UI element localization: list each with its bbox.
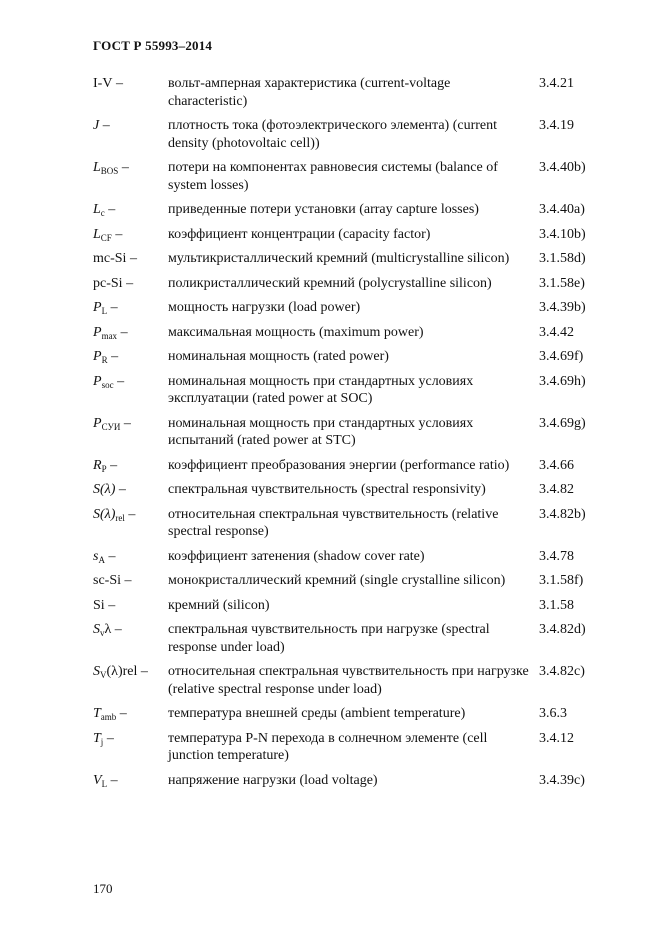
symbol-main: pc-Si [93,275,123,291]
abbreviation-entry [93,348,608,366]
abbreviation-entry [93,572,608,590]
abbreviation-description: спектральная чувствительность (spectral responsivity) [168,482,486,497]
symbol-main: L [93,202,101,217]
abbreviation-entry [93,481,608,499]
abbreviation-entry [93,415,608,450]
abbreviation-symbol [93,457,168,475]
abbreviation-description: кремний (silicon) [168,597,270,613]
abbreviation-symbol [93,117,168,135]
symbol-tail: – [124,506,136,522]
symbol-main: S(λ) [93,506,116,522]
abbreviation-symbol [93,299,168,317]
abbreviation-symbol [93,548,168,566]
symbol-tail: – [104,548,116,564]
symbol-subscript: j [100,736,104,747]
symbol-tail: – [113,373,125,389]
abbreviation-entry [93,730,608,765]
symbol-subscript: BOS [100,166,119,176]
section-reference: 3.1.58f) [539,573,584,588]
symbol-main: L [93,226,101,242]
abbreviation-description: напряжение нагрузки (load voltage) [168,772,378,788]
section-reference: 3.6.3 [539,706,567,721]
document-code-header: ГОСТ Р 55993–2014 [93,38,213,53]
abbreviation-entry [93,772,608,790]
symbol-tail: – [116,706,127,721]
abbreviation-entry [93,621,608,656]
symbol-subscript: soc [101,379,114,390]
abbreviation-entry [93,705,608,723]
abbreviation-symbol [93,324,168,342]
symbol-main: R [93,457,102,473]
abbreviation-symbol [93,730,168,748]
symbol-subscript: V [100,670,107,680]
symbol-tail: – [99,118,110,133]
symbol-tail: – [115,482,126,497]
abbreviation-symbol [93,415,168,433]
abbreviation-symbol [93,506,168,524]
abbreviation-symbol [93,226,168,244]
section-reference: 3.1.58 [539,597,574,613]
abbreviation-description: коэффициент преобразования энергии (performance ratio) [168,457,510,473]
section-reference: 3.4.39b) [539,300,586,315]
abbreviation-description: номинальная мощность при стандартных условиях испытаний (rated power at STC) [168,415,474,448]
abbreviation-description: коэффициент концентрации (capacity factor) [168,226,431,242]
abbreviation-entry [93,250,608,268]
section-reference: 3.4.21 [539,76,574,91]
abbreviation-entry [93,117,608,152]
symbol-main: mc-Si [93,251,127,266]
abbreviation-entry [93,324,608,342]
symbol-main: S [93,664,100,679]
symbol-main: P [93,373,102,389]
abbreviation-entry [93,373,608,408]
symbol-main: S [93,622,100,637]
symbol-subscript: R [101,355,108,365]
abbreviation-description: температура внешней среды (ambient temperature) [168,706,466,721]
symbol-subscript: rel [115,512,125,523]
abbreviation-symbol [93,75,168,93]
section-reference: 3.4.82c) [539,664,585,679]
section-reference: 3.4.19 [539,118,574,133]
abbreviation-entry [93,75,608,110]
symbol-tail: – [106,457,118,473]
abbreviation-description: относительная спектральная чувствительность (relative spectral response) [168,506,499,539]
section-reference: 3.4.69f) [539,349,584,364]
abbreviation-symbol [93,250,168,268]
symbol-subscript: CF [100,232,112,243]
abbreviation-symbol [93,772,168,790]
symbol-tail: – [103,730,114,746]
symbol-subscript: v [100,628,105,638]
section-reference: 3.1.58e) [539,275,585,291]
abbreviations-list [93,75,608,796]
symbol-subscript: amb [100,712,117,722]
abbreviation-entry [93,457,608,475]
symbol-subscript: max [101,330,118,341]
symbol-tail: – [126,251,137,266]
symbol-tail: – [120,415,131,431]
abbreviation-symbol [93,597,168,615]
symbol-tail: – [118,160,129,175]
abbreviation-description: номинальная мощность при стандартных условиях эксплуатации (rated power at SOC) [168,373,474,406]
abbreviation-symbol [93,572,168,590]
section-reference: 3.4.39c) [539,772,585,788]
abbreviation-symbol [93,481,168,499]
symbol-main: Si [93,597,105,613]
symbol-subscript: L [101,778,108,789]
abbreviation-description: приведенные потери установки (array capture losses) [168,202,479,217]
abbreviation-description: номинальная мощность (rated power) [168,349,389,364]
section-reference: 3.1.58d) [539,251,586,266]
section-reference: 3.4.82 [539,482,574,497]
abbreviation-entry [93,506,608,541]
symbol-tail: λ – [104,622,122,637]
symbol-main: J [93,118,100,133]
abbreviation-entry [93,597,608,615]
symbol-tail: – [111,226,123,242]
symbol-subscript: P [101,463,107,474]
section-reference: 3.4.42 [539,324,574,340]
abbreviation-symbol [93,663,168,681]
section-reference: 3.4.69h) [539,373,586,389]
abbreviation-description: относительная спектральная чувствительность при нагрузке (relative spectral response under load) [168,664,529,697]
symbol-main: sc-Si [93,573,121,588]
page-number: 170 [93,881,113,896]
abbreviation-entry [93,201,608,219]
section-reference: 3.4.82d) [539,622,586,637]
abbreviation-description: плотность тока (фотоэлектрического элемента) (current density (photovoltaic cell)) [168,118,498,151]
section-reference: 3.4.78 [539,548,574,564]
symbol-main: S(λ) [93,482,116,497]
abbreviation-entry [93,548,608,566]
abbreviation-symbol [93,159,168,177]
symbol-main: V [93,772,102,788]
abbreviation-entry [93,299,608,317]
abbreviation-description: поликристаллический кремний (polycrystalline silicon) [168,275,492,291]
symbol-main: T [93,730,101,746]
symbol-tail: (λ)rel – [106,664,148,679]
symbol-tail: – [107,300,118,315]
symbol-tail: – [104,597,116,613]
symbol-tail: – [122,275,134,291]
symbol-main: P [93,349,102,364]
symbol-tail: – [104,202,116,217]
abbreviation-description: мультикристаллический кремний (multicrystalline silicon) [168,251,510,266]
section-reference: 3.4.40a) [539,202,585,217]
symbol-tail: – [121,573,132,588]
abbreviation-description: максимальная мощность (maximum power) [168,324,424,340]
symbol-subscript: A [98,554,105,565]
symbol-tail: – [112,76,123,91]
section-reference: 3.4.12 [539,730,574,746]
symbol-main: P [93,415,102,431]
abbreviation-entry [93,275,608,293]
symbol-tail: – [107,349,119,364]
symbol-main: I-V [93,76,113,91]
abbreviation-description: монокристаллический кремний (single crystalline silicon) [168,573,506,588]
symbol-main: P [93,324,102,340]
symbol-subscript: c [100,208,105,218]
abbreviation-description: вольт-амперная характеристика (current-voltage characteristic) [168,76,451,109]
section-reference: 3.4.66 [539,457,574,473]
section-reference: 3.4.82b) [539,506,586,522]
abbreviation-symbol [93,201,168,219]
section-reference: 3.4.40b) [539,160,586,175]
symbol-tail: – [107,772,118,788]
abbreviation-symbol [93,373,168,391]
abbreviation-entry [93,226,608,244]
abbreviation-entry [93,663,608,698]
abbreviation-description: коэффициент затенения (shadow cover rate) [168,548,425,564]
abbreviation-description: потери на компонентах равновесия системы (balance of system losses) [168,160,498,193]
abbreviation-description: мощность нагрузки (load power) [168,300,361,315]
symbol-subscript: СУИ [101,421,121,432]
abbreviation-description: спектральная чувствительность при нагрузке (spectral response under load) [168,622,490,655]
symbol-tail: – [117,324,128,340]
symbol-main: L [93,160,101,175]
symbol-main: P [93,300,102,315]
abbreviation-entry [93,159,608,194]
symbol-main: T [93,706,101,721]
abbreviation-symbol [93,621,168,639]
abbreviation-symbol [93,275,168,293]
symbol-subscript: L [101,306,108,316]
section-reference: 3.4.69g) [539,415,586,431]
abbreviation-description: температура P-N перехода в солнечном элементе (cell junction temperature) [168,730,488,763]
abbreviation-symbol [93,348,168,366]
symbol-main: s [93,548,99,564]
section-reference: 3.4.10b) [539,226,586,242]
abbreviation-symbol [93,705,168,723]
